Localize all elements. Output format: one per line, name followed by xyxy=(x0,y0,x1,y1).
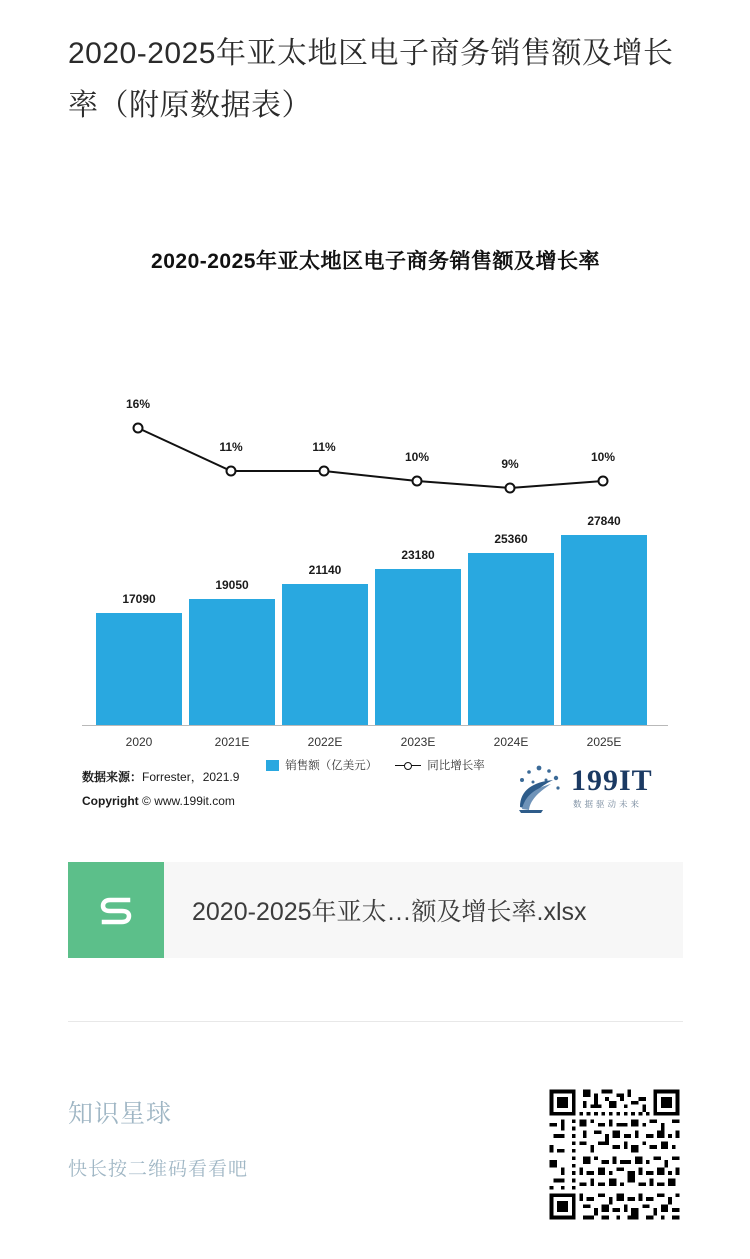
growth-label-2023: 10% xyxy=(404,450,430,464)
qr-code-icon xyxy=(546,1086,683,1223)
bar-value-2020: 17090 xyxy=(122,592,156,606)
section-divider xyxy=(68,1021,683,1022)
page-title: 2020-2025年亚太地区电子商务销售额及增长率（附原数据表） xyxy=(68,37,674,122)
x-label-2020: 2020 xyxy=(125,735,153,749)
copyright-label: Copyright xyxy=(82,794,139,808)
footer-subtitle: 快长按二维码看看吧 xyxy=(68,1159,249,1180)
bar-value-2022: 21140 xyxy=(308,563,342,577)
x-label-2021: 2021E xyxy=(214,735,250,749)
bar-value-2025: 27840 xyxy=(587,514,621,528)
chart-footer xyxy=(68,760,683,840)
footer-title: 知识星球 xyxy=(68,1100,173,1128)
copyright-value: © www.199it.com xyxy=(142,794,235,808)
data-source xyxy=(82,768,239,785)
chart-plot-area xyxy=(68,285,683,772)
site-logo xyxy=(513,760,673,822)
logo-text: 199IT xyxy=(571,764,653,797)
x-label-2024: 2024E xyxy=(493,735,529,749)
qr-code[interactable] xyxy=(546,1086,683,1223)
logo-mark-icon xyxy=(513,760,565,816)
chart-title: 2020-2025年亚太地区电子商务销售额及增长率 xyxy=(151,250,600,273)
bar-2024 xyxy=(468,553,554,725)
growth-label-2025: 10% xyxy=(590,450,616,464)
bar-2020 xyxy=(96,613,182,725)
bar-value-2023: 23180 xyxy=(401,548,435,562)
bar-2025 xyxy=(561,535,647,725)
attachment-card[interactable] xyxy=(68,862,683,958)
x-axis-line xyxy=(82,725,668,726)
spreadsheet-file-icon xyxy=(68,862,164,958)
legend-label-growth: 同比增长率 xyxy=(427,760,485,772)
data-source-label: 数据来源： xyxy=(82,770,143,784)
growth-label-2021: 11% xyxy=(219,440,243,454)
x-label-2025: 2025E xyxy=(586,735,622,749)
bar-2021 xyxy=(189,599,275,725)
bar-value-2021: 19050 xyxy=(215,578,249,592)
attachment-filename: 2020-2025年亚太…额及增长率.xlsx xyxy=(192,898,587,926)
chart-card xyxy=(68,215,683,845)
legend-label-sales: 销售额（亿美元） xyxy=(285,760,378,772)
data-source-value: Forrester，2021.9 xyxy=(142,770,240,784)
growth-label-2022: 11% xyxy=(312,440,336,454)
growth-label-2024: 9% xyxy=(501,457,519,471)
bar-value-2024: 25360 xyxy=(494,532,528,546)
bar-2023 xyxy=(375,569,461,725)
logo-subtext: 数据驱动未来 xyxy=(573,799,643,809)
bar-2022 xyxy=(282,584,368,725)
copyright xyxy=(82,794,235,808)
s-letter-icon xyxy=(88,882,144,938)
growth-label-2020: 16% xyxy=(125,397,151,411)
x-label-2023: 2023E xyxy=(400,735,436,749)
x-label-2022: 2022E xyxy=(307,735,343,749)
